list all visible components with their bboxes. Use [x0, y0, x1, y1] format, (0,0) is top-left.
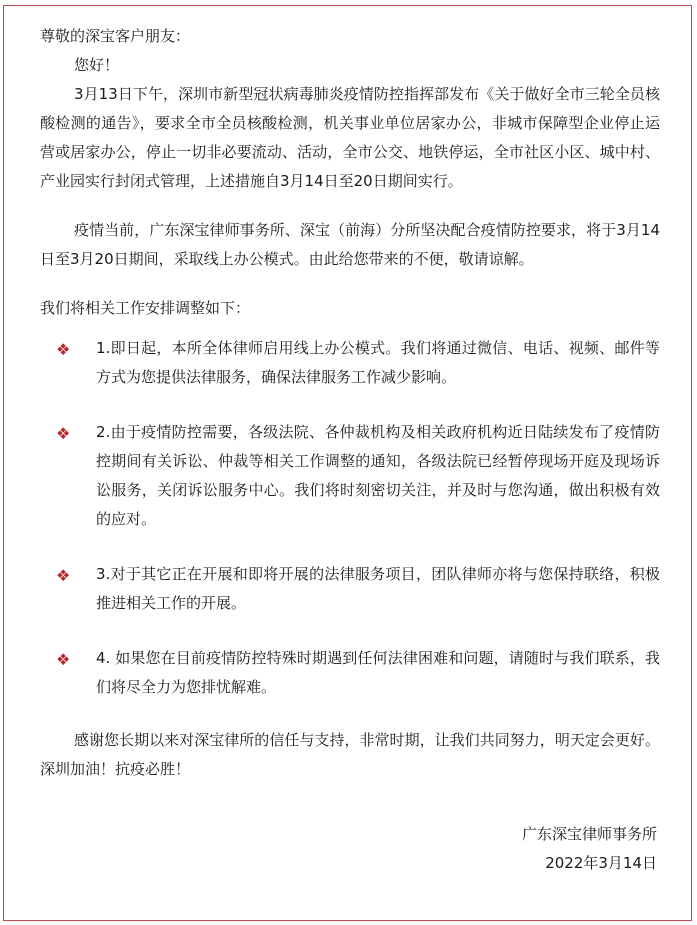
paragraph-office-mode: 疫情当前，广东深宝律师事务所、深宝（前海）分所坚决配合疫情防控要求，将于3月14日至3月20日期间，采取线上办公模式。由此给您带来的不便，敬请谅解。 [40, 221, 660, 268]
diamond-bullet-icon: ❖ [56, 566, 71, 585]
list-item [40, 334, 660, 392]
list-item-text: 2.由于疫情防控需要，各级法院、各仲裁机构及相关政府机构近日陆续发布了疫情防控期间有关诉讼、仲裁等相关工作调整的通知，各级法院已经暂停现场开庭及现场诉讼服务，关闭诉讼服务中心。我们将时刻密切关注，并及时与您沟通，做出积极有效的应对。 [96, 423, 660, 528]
letter-date: 2022年3月14日 [545, 854, 657, 872]
greeting: 尊敬的深宝客户朋友： [40, 27, 191, 45]
list-item [40, 560, 660, 618]
arrangement-intro: 我们将相关工作安排调整如下： [40, 299, 251, 317]
closing-paragraph: 感谢您长期以来对深宝律所的信任与支持，非常时期，让我们共同努力，明天定会更好。深圳加油！抗疫必胜！ [40, 731, 660, 778]
list-item [40, 644, 660, 702]
spacer [40, 274, 660, 294]
letter-body [40, 22, 660, 784]
signature-block [522, 820, 657, 878]
spacer [40, 196, 660, 216]
list-item-text: 3.对于其它正在开展和即将开展的法律服务项目，团队律师亦将与您保持联络，积极推进相关工作的开展。 [96, 565, 660, 612]
paragraph-announcement: 3月13日下午，深圳市新型冠状病毒肺炎疫情防控指挥部发布《关于做好全市三轮全员核酸检测的通告》，要求全市全员核酸检测，机关事业单位居家办公，非城市保障型企业停止运营或居家办公，停止一切非必要流动、活动，全市公交、地铁停运，全市社区小区、城中村、产业园实行封闭式管理，上述措施自3月14日至20日期间实行。 [40, 85, 660, 190]
diamond-bullet-icon: ❖ [56, 340, 71, 359]
hello-line: 您好！ [74, 56, 120, 74]
arrangement-list [40, 334, 660, 702]
list-item [40, 418, 660, 534]
list-item-text: 1.即日起，本所全体律师启用线上办公模式。我们将通过微信、电话、视频、邮件等方式为您提供法律服务，确保法律服务工作减少影响。 [96, 339, 660, 386]
signature: 广东深宝律师事务所 [521, 825, 657, 843]
diamond-bullet-icon: ❖ [56, 424, 71, 443]
diamond-bullet-icon: ❖ [56, 650, 71, 669]
list-item-text: 4. 如果您在目前疫情防控特殊时期遇到任何法律困难和问题，请随时与我们联系，我们将尽全力为您排忧解难。 [96, 649, 660, 696]
